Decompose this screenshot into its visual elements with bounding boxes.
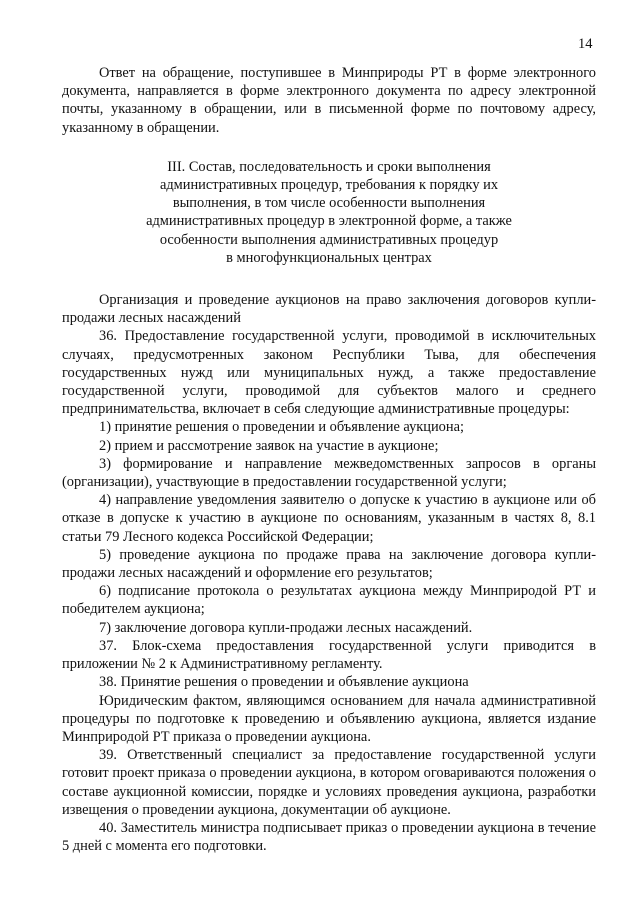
list-item: 3) формирование и направление межведомственных запросов в органы (организации), участвующие в предоставлении государственной услуги; [62, 455, 596, 491]
clause-40: 40. Заместитель министра подписывает приказ о проведении аукциона в течение 5 дней с момента его подготовки. [62, 819, 596, 855]
subsection-heading: Организация и проведение аукционов на право заключения договоров купли-продажи лесных насаждений [62, 292, 596, 327]
list-item: 6) подписание протокола о результатах аукциона между Минприродой РТ и победителем аукциона; [62, 583, 596, 618]
list-item: 7) заключение договора купли-продажи лесных насаждений. [99, 619, 473, 636]
section-heading-line: административных процедур, требования к порядку их [159, 177, 499, 194]
list-item: 4) направление уведомления заявителю о допуске к участию в аукционе или об отказе в допуске к участию в аукционе по основаниям, указанным в частях 8, 8.1 статьи 79 Лесного кодекса Российской Федерации; [62, 492, 596, 545]
list-item: 2) прием и рассмотрение заявок на участие в аукционе; [99, 437, 439, 454]
list-item: 5) проведение аукциона по продаже права на заключение договора купли-продажи лесных насаждений и оформление его результатов; [62, 546, 596, 582]
clause-38-heading: 38. Принятие решения о проведении и объявление аукциона [99, 674, 469, 691]
section-heading-line: выполнения, в том числе особенности выполнения [172, 195, 486, 212]
section-heading-line: III. Состав, последовательность и сроки выполнения [167, 158, 491, 175]
section-heading [62, 158, 596, 267]
clause-36: 36. Предоставление государственной услуги, проводимой в исключительных случаях, предусмотренных законом Республики Тыва, для обеспечения государственных нужд или муниципальных нужд, а также предоставление государственной услуги, проводимой для субъектов малого и среднего предпринимательства, включает в себя следующие административные процедуры: [62, 328, 596, 418]
document-body [62, 64, 596, 855]
list-item: 1) принятие решения о проведении и объявление аукциона; [99, 419, 464, 436]
clause-39: 39. Ответственный специалист за предоставление государственной услуги готовит проект приказа о проведении аукциона, в котором оговариваются положения о составе аукционной комиссии, порядке и условиях проведения аукциона, разработки извещения о проведении аукциона, документации об аукционе. [62, 747, 596, 818]
page-number: 14 [578, 36, 593, 52]
section-heading-line: административных процедур в электронной форме, а также [146, 213, 512, 230]
clause-38-body: Юридическим фактом, являющимся основанием для начала административной процедуры по подготовке к проведению и объявлению аукциона, является издание Минприродой РТ приказа о проведении аукциона. [62, 692, 596, 745]
intro-paragraph: Ответ на обращение, поступившее в Минприроды РТ в форме электронного документа, направляется в форме электронного документа по адресу электронной почты, указанному в обращении, или в письменной форме по почтовому адресу, указанному в обращении. [62, 65, 596, 136]
section-heading-line: особенности выполнения административных процедур [159, 231, 499, 248]
clause-37: 37. Блок-схема предоставления государственной услуги приводится в приложении № 2 к Административному регламенту. [62, 637, 596, 673]
section-heading-line: в многофункциональных центрах [226, 249, 432, 266]
